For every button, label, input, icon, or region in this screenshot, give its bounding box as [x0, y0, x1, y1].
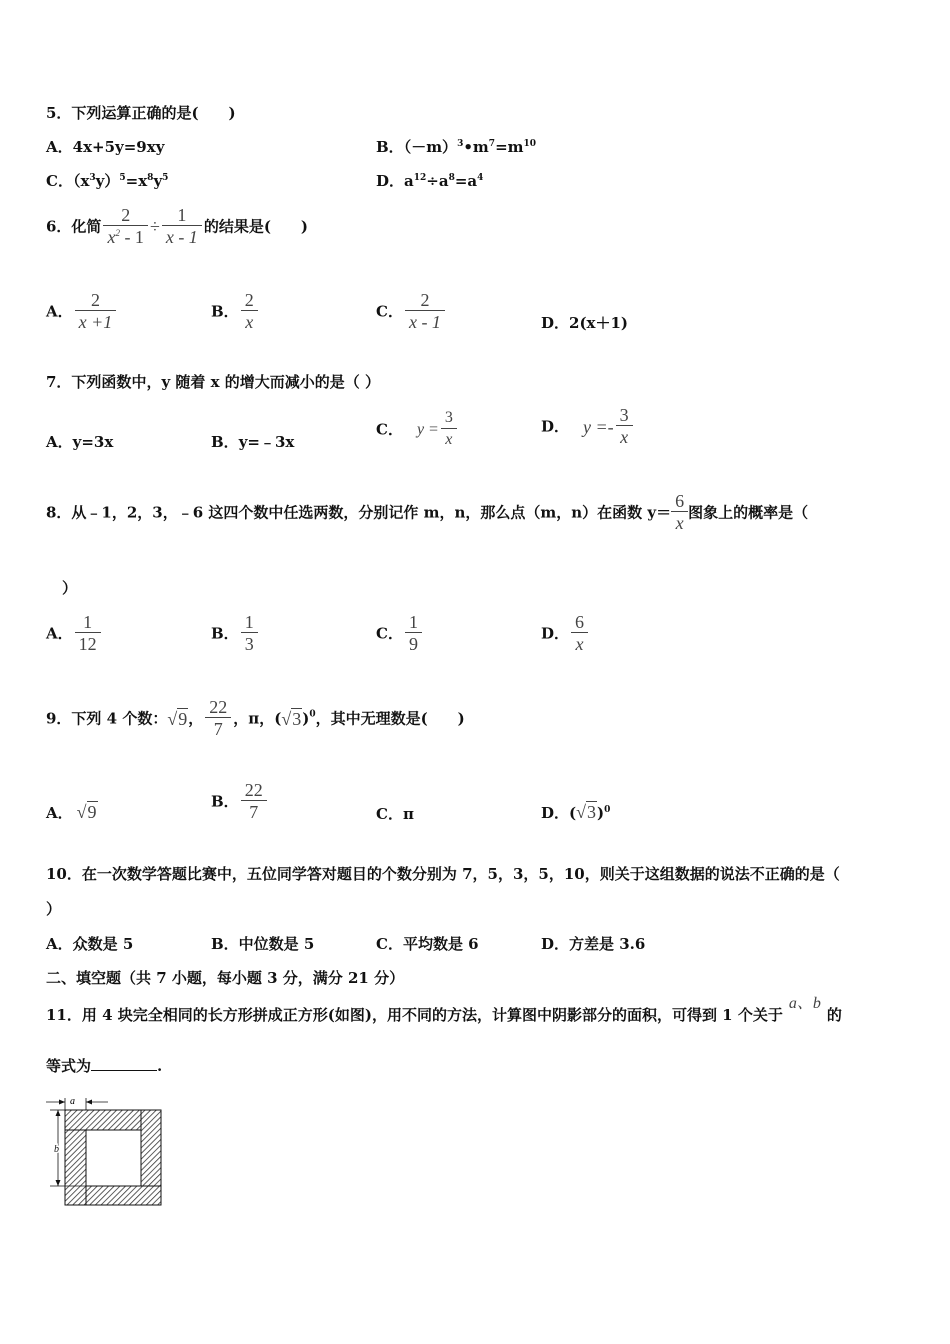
q11-answer-blank: [91, 1056, 157, 1071]
q10-option-d: D．方差是 3.6: [541, 935, 646, 953]
q6-option-a: A． $\frac{2}{x +1}$: [46, 290, 118, 333]
q10-stem: 10．在一次数学答题比赛中，五位同学答对题目的个数分别为 7，5，3，5，10，则关于这组数据的说法不正确的是（: [46, 865, 840, 883]
q9-option-a: A． √9: [46, 802, 97, 822]
q6-option-c: C． $\frac{2}{x - 1}$: [376, 290, 447, 333]
q8-stem-close: ）: [62, 579, 78, 597]
q8-option-a: A． $\frac{1}{12}$: [46, 612, 103, 655]
q6-fraction-2: $\frac{1}{x - 1}$: [162, 205, 202, 248]
q7-stem: 7．下列函数中，y 随着 x 的增大而减小的是（ ）: [46, 373, 380, 391]
section-2-heading: 二、填空题（共 7 小题，每小题 3 分，满分 21 分）: [46, 969, 405, 987]
q9-stem: 9．下列 4 个数：√9， $\frac{22}{7}$ ，π，$(√3)^0$，其中无理数是( ): [46, 697, 465, 739]
q6-fraction-1: $\frac{2}{x^2 - 1}$: [103, 205, 148, 248]
q5-stem: 5．下列运算正确的是( ): [46, 104, 236, 122]
q10-option-c: C．平均数是 6: [376, 935, 479, 953]
q9-sqrt-3: √3: [281, 708, 302, 729]
fig-label-a: a: [70, 1096, 75, 1107]
q5-option-b: B．$(-m)^3•m^7=m^{10}$: [376, 138, 537, 156]
q10-option-b: B．中位数是 5: [211, 935, 315, 953]
q5-option-c: C．$(x^3y)^5=x^8y^5$: [46, 172, 169, 190]
q10-option-a: A．众数是 5: [46, 935, 134, 953]
q8-option-c: C． $\frac{1}{9}$: [376, 612, 424, 655]
q11-stem: 11．用 4 块完全相同的长方形拼成正方形(如图)，用不同的方法，计算图中阴影部分的面积，可得到 1 个关于a、b的: [46, 995, 842, 1024]
q9-option-b: B． $\frac{22}{7}$: [211, 780, 269, 823]
q8-option-b: B． $\frac{1}{3}$: [211, 612, 260, 655]
q8-stem: 8．从﹣1，2，3，﹣6 这四个数中任选两数，分别记作 m，n，那么点（m，n）在函数 y＝ $\frac{6}{x}$ 图象上的概率是（: [46, 491, 809, 533]
q9-sqrt-9: √9: [167, 708, 188, 729]
q9-option-d: D．$(√3)^0$: [541, 802, 611, 822]
fig-label-b: b: [54, 1144, 59, 1155]
q7-option-a: A．y=3x: [46, 433, 114, 451]
q6-option-b: B． $\frac{2}{x}$: [211, 290, 260, 333]
inner-square: [86, 1130, 141, 1186]
q11-figure: [40, 1090, 170, 1210]
q7-option-b: B．y=﹣3x: [211, 433, 295, 451]
q9-option-c: C．π: [376, 805, 414, 823]
q11-line2: 等式为 .: [46, 1057, 163, 1075]
q7-option-c: C． y = $\frac{3}{x}$: [376, 408, 459, 451]
q6-stem: 6．化简 $\frac{2}{x^2 - 1}$ ÷ $\frac{1}{x - 1}$ 的结果是( ): [46, 205, 309, 247]
q5-option-d: D．$a^{12}\div a^8=a^4$: [376, 172, 484, 190]
q10-stem-close: ）: [46, 900, 62, 918]
q7-option-d: D． y =- $\frac{3}{x}$: [541, 405, 635, 448]
q5-option-a-text: 4x+5y=9xy: [72, 138, 165, 156]
q5-option-a: A．4x+5y=9xy: [46, 138, 165, 156]
q8-option-d: D． $\frac{6}{x}$: [541, 612, 590, 655]
q6-option-d: D．2(x＋1): [541, 314, 629, 332]
